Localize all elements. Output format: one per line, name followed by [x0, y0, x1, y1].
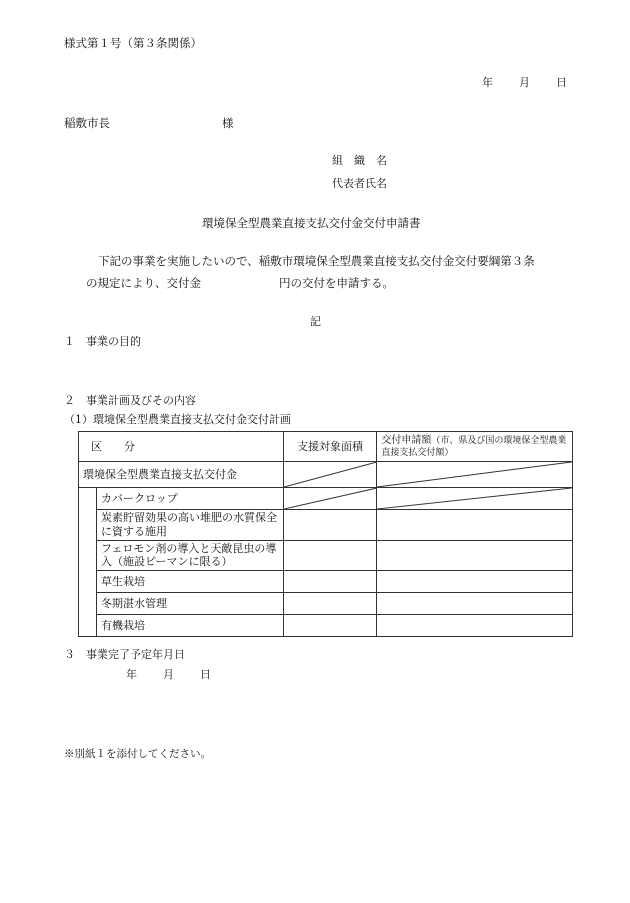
diagonal-line: [377, 488, 572, 509]
row-label: 冬期湛水管理: [96, 593, 283, 615]
row-amount-cell: [377, 593, 573, 615]
row-label: カバークロップ: [96, 488, 283, 510]
body-line-2: [64, 272, 584, 294]
body-line-2b: 円の交付を申請する。: [279, 276, 394, 290]
completion-year: 年: [126, 668, 137, 681]
table-total-row: [79, 462, 573, 488]
date-day: 日: [556, 76, 567, 89]
table-header-row: [79, 432, 573, 462]
plan-table: [78, 431, 573, 637]
header-amount-main: 交付申請額: [381, 434, 432, 446]
total-amount-cell: [377, 462, 573, 488]
row-amount-cell: [377, 540, 573, 571]
attachment-note: ※別紙１を添付してください。: [64, 748, 211, 760]
date-month: 月: [519, 76, 530, 89]
addressee-name: 稲敷市長: [64, 116, 110, 130]
date-year: 年: [482, 76, 493, 89]
row-amount-cell: [377, 571, 573, 593]
table-row: [79, 571, 573, 593]
section-2: ２ 事業計画及びその内容: [64, 394, 196, 407]
total-area-cell: [283, 462, 377, 488]
table-row: [79, 593, 573, 615]
header-amount: [377, 432, 573, 462]
row-area-cell: [283, 571, 377, 593]
diagonal-line: [284, 488, 377, 509]
row-amount-cell: [377, 615, 573, 637]
row-label: フェロモン剤の導入と天敵昆虫の導入（施設ピーマンに限る）: [96, 540, 283, 571]
org-name-label: 組 織 名: [332, 154, 387, 167]
indent-spacer: [79, 488, 97, 637]
row-area-cell: [283, 540, 377, 571]
row-label: 炭素貯留効果の高い堆肥の水質保全に資する施用: [96, 510, 283, 541]
row-amount-cell: [377, 488, 573, 510]
section-1: １ 事業の目的: [64, 335, 141, 348]
section-3: ３ 事業完了予定年月日: [64, 648, 185, 661]
table-row: [79, 488, 573, 510]
completion-date: [126, 668, 211, 682]
table-row: [79, 615, 573, 637]
representative-label: 代表者氏名: [332, 177, 387, 190]
ki-heading: 記: [310, 315, 321, 328]
body-paragraph: [64, 250, 584, 294]
table-row: [79, 540, 573, 571]
diagonal-line: [377, 462, 572, 487]
addressee-honorific: 様: [222, 116, 234, 130]
row-area-cell: [283, 593, 377, 615]
subsection-1: （1）環境保全型農業直接支払交付金交付計画: [64, 413, 291, 426]
header-amount-note: （市、県及び国の環境保全型農業直接支払交付額）: [381, 435, 567, 458]
header-category: 区 分: [79, 432, 284, 462]
body-line-2a: の規定により、交付金: [86, 276, 201, 290]
document-title: 環境保全型農業直接支払交付金交付申請書: [202, 216, 421, 230]
row-area-cell: [283, 488, 377, 510]
header-area: 支援対象面積: [283, 432, 377, 462]
diagonal-line: [284, 462, 377, 487]
row-label: 有機栽培: [96, 615, 283, 637]
row-area-cell: [283, 510, 377, 541]
row-area-cell: [283, 615, 377, 637]
row-label: 草生栽培: [96, 571, 283, 593]
row-amount-cell: [377, 510, 573, 541]
body-line-1: 下記の事業を実施したいので、稲敷市環境保全型農業直接支払交付金交付要綱第３条: [98, 254, 535, 268]
total-label: 環境保全型農業直接支払交付金: [79, 462, 284, 488]
form-id: 様式第１号（第３条関係）: [64, 36, 202, 50]
date-line: [482, 76, 567, 90]
completion-month: 月: [163, 668, 174, 681]
completion-day: 日: [200, 668, 211, 681]
table-row: [79, 510, 573, 541]
